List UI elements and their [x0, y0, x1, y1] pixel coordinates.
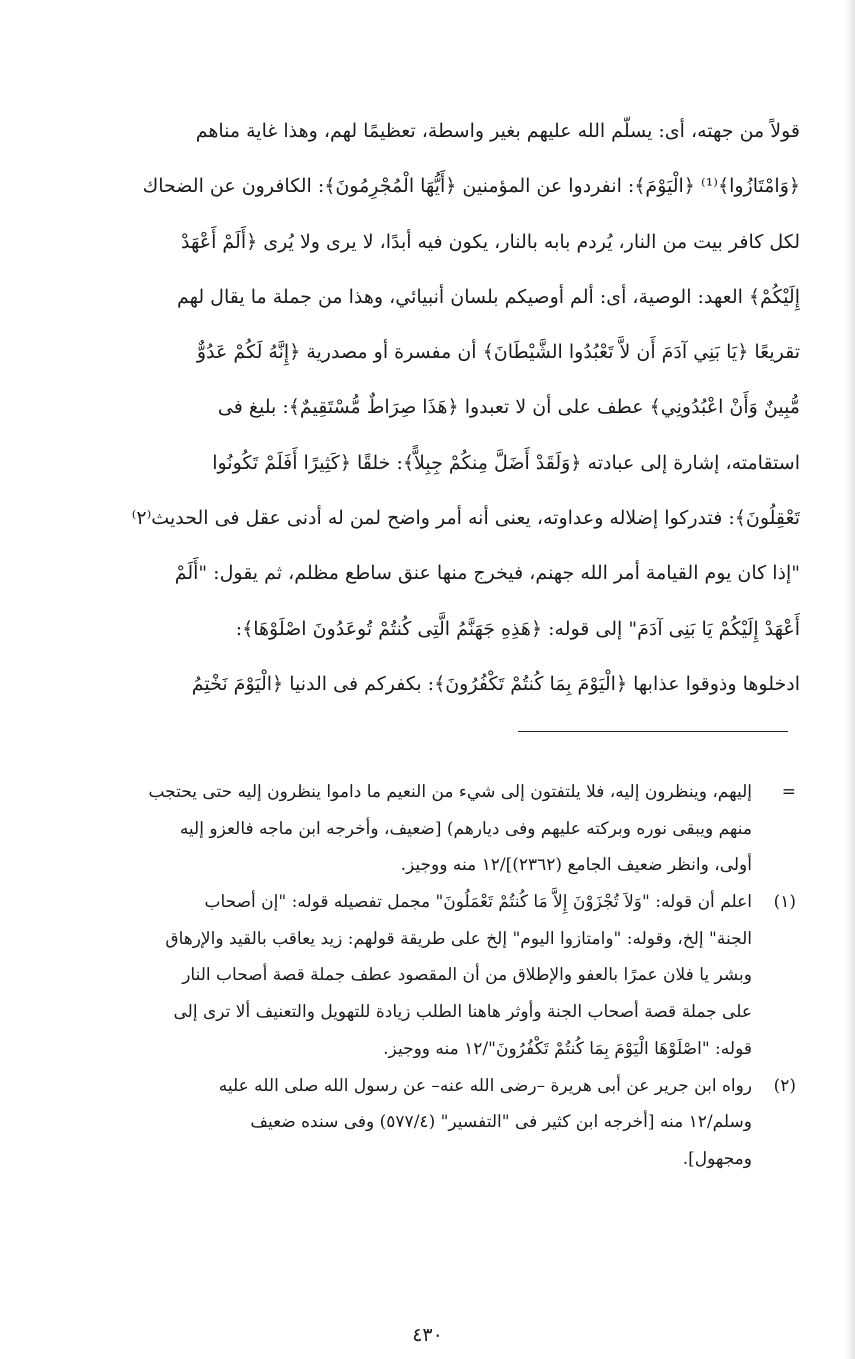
footnote-line: ومجهول].	[682, 1148, 752, 1169]
footnote-continued	[44, 774, 796, 884]
main-text-block	[48, 104, 800, 712]
footnote-line: اعلم أن قوله: "وَلاَ تُجْزَوْنَ إِلاَّ مَا كُنتُمْ تَعْمَلُونَ" مجمل تفصيله قوله: "إن أصحاب	[204, 892, 752, 913]
footnote-line: رواه ابن جرير عن أبى هريرة –رضى الله عنه– عن رسول الله صلى الله عليه	[218, 1075, 752, 1096]
footnote-line: منهم ويبقى نوره وبركته عليهم وفى ديارهم) [ضعيف، وأخرجه ابن ماجه فالعزو إليه	[179, 818, 752, 839]
main-text-line: إِلَيْكُمْ﴾ العهد: الوصية، أى: ألم أوصيكم بلسان أنبيائي، وهذا من جملة ما يقال لهم	[176, 285, 800, 308]
main-text-line: أَعْهَدْ إِلَيْكُمْ يَا بَنِى آدَمَ" إلى قوله: ﴿هَذِهِ جَهَنَّمُ الَّتِى كُنتُمْ تُوعَدُونَ اصْلَوْهَا﴾:	[235, 617, 800, 640]
main-text-line: استقامته، إشارة إلى عبادته ﴿وَلَقَدْ أَضَلَّ مِنكُمْ جِبِلاًّ﴾: خلقًا ﴿كَثِيرًا أَفَلَمْ تَكُونُوا	[212, 451, 800, 474]
page-number: ٤٣٠	[412, 1324, 443, 1346]
footnote-line: قوله: "اصْلَوْهَا الْيَوْمَ بِمَا كُنتُمْ تَكْفُرُونَ"/١٢ منه ووجيز.	[383, 1038, 752, 1059]
main-text-line: ﴿وَامْتَازُوا﴾⁽¹⁾ ﴿الْيَوْمَ﴾: انفردوا عن المؤمنين ﴿أَيُّهَا الْمُجْرِمُونَ﴾: الكافرون عن الضحاك	[142, 175, 800, 198]
main-text-line: تَعْقِلُونَ﴾: فتدركوا إضلاله وعداوته، يعنى أنه أمر واضح لمن له أدنى عقل فى الحديث⁽٢⁾	[131, 507, 800, 530]
main-text-line: "إذا كان يوم القيامة أمر الله جهنم، فيخرج منها عنق ساطع مظلم، ثم يقول: "أَلَمْ	[174, 562, 800, 585]
footnote-marker: (٢)	[773, 1075, 796, 1096]
main-text-line: مُّبِينٌ وَأَنْ اعْبُدُونِي﴾ عطف على أن لا تعبدوا ﴿هَذَا صِرَاطٌ مُّسْتَقِيمٌ﴾: بليغ فى	[217, 396, 800, 419]
footnote-2	[44, 1068, 796, 1178]
footnote-line: إليهم، وينظرون إليه، فلا يلتفتون إلى شيء من النعيم ما داموا ينظرون إليه حتى يحتجب	[148, 782, 752, 802]
main-text-line: تقريعًا ﴿يَا بَنِي آدَمَ أَن لاَّ تَعْبُدُوا الشَّيْطَانَ﴾ أن مفسرة أو مصدرية ﴿إِنَّهُ لَكُمْ عَدُوٌّ	[196, 341, 800, 364]
main-text-line: لكل كافر بيت من النار، يُردم بابه بالنار، يكون فيه أبدًا، لا يرى ولا يُرى ﴿أَلَمْ أَعْهَدْ	[181, 230, 800, 253]
footnote-line: أولى، وانظر ضعيف الجامع (٢٣٦٢)]/١٢ منه ووجيز.	[400, 855, 752, 876]
footnote-marker: =	[781, 782, 796, 802]
main-text-line: قولاً من جهته، أى: يسلّم الله عليهم بغير واسطة، تعظيمًا لهم، وهذا غاية مناهم	[195, 120, 800, 142]
footnote-line: على جملة قصة أصحاب الجنة وأوثر هاهنا الطلب زيادة للتهويل والتعنيف ألا ترى إلى	[173, 1002, 752, 1023]
footnote-separator	[518, 731, 788, 732]
footnote-line: وبشر يا فلان عمرًا بالعفو والإطلاق من أن المقصود عطف جملة قصة أصحاب النار	[182, 965, 752, 986]
main-text-line: ادخلوها وذوقوا عذابها ﴿الْيَوْمَ بِمَا كُنتُمْ تَكْفُرُونَ﴾: بكفركم فى الدنيا ﴿الْيَوْمَ نَخْتِمُ	[191, 672, 800, 695]
footnote-line: الجنة" إلخ، وقوله: "وامتازوا اليوم" إلخ على طريقة قولهم: زيد يعاقب بالقيد والإرهاق	[165, 928, 752, 949]
footnote-1	[44, 884, 796, 1067]
footnote-marker: (١)	[773, 892, 796, 913]
page-edge-shadow	[845, 0, 855, 1359]
footnotes-block	[44, 774, 796, 1178]
footnote-line: وسلم/١٢ منه [أخرجه ابن كثير فى "التفسير" (٥٧٧/٤) وفى سنده ضعيف	[250, 1112, 752, 1133]
